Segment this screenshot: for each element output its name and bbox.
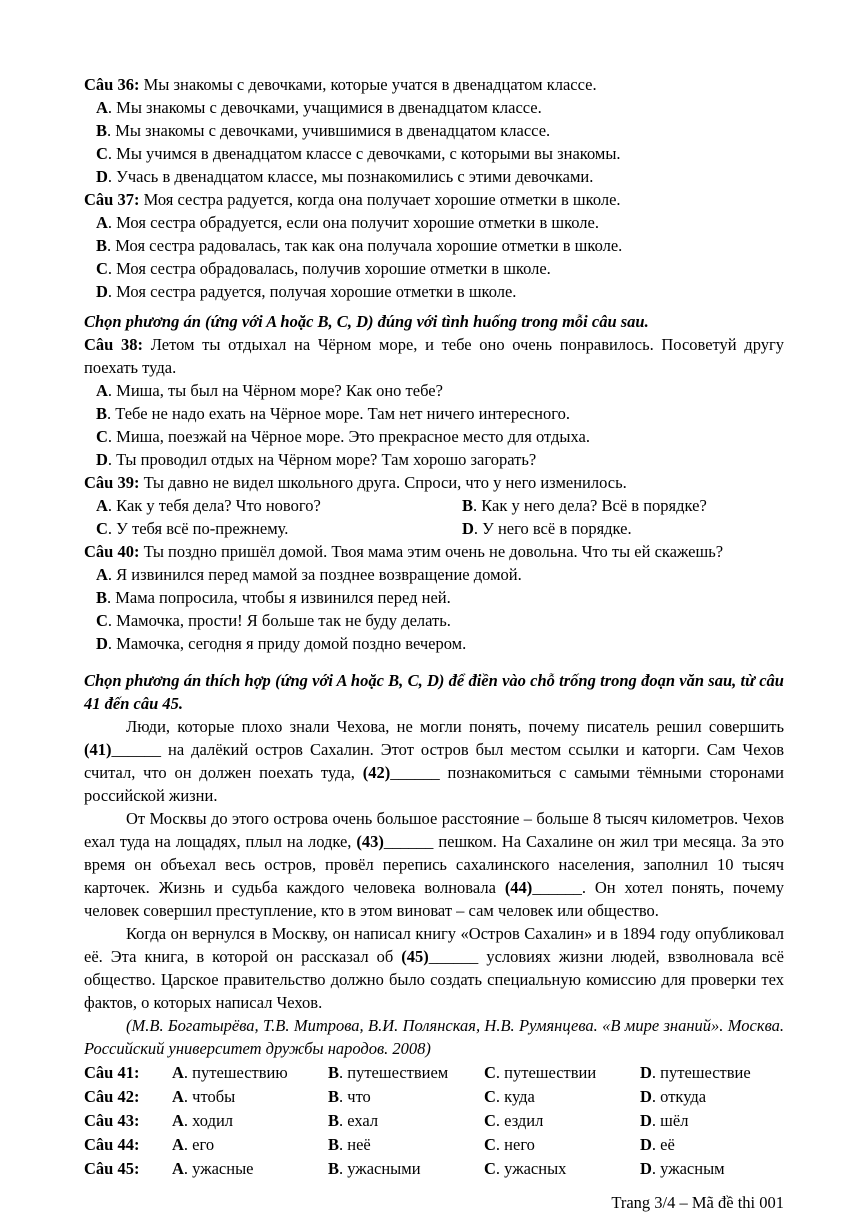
question-40-text: Ты поздно пришёл домой. Твоя мама этим очень не довольна. Что ты ей скажешь? (143, 542, 724, 561)
question-39-text: Ты давно не видел школьного друга. Спроси, что у него изменилось. (143, 473, 627, 492)
option-text: Мамочка, сегодня я приду домой поздно вечером. (116, 634, 467, 653)
option-text: Как у тебя дела? Что нового? (116, 496, 321, 515)
answer-row-43 (84, 1109, 784, 1133)
answer-cell (172, 1109, 328, 1133)
question-40-head (84, 540, 784, 563)
question-36-options (84, 96, 784, 188)
passage-paragraph-3 (84, 922, 784, 1014)
option-text: Мы знакомы с девочками, учащимися в двенадцатом классе. (116, 98, 542, 117)
option-row (96, 119, 784, 142)
option-letter: C . (96, 427, 116, 446)
question-39-options (84, 494, 784, 540)
question-40-label: Câu 40: (84, 542, 140, 561)
option-row (96, 165, 784, 188)
option-letter: A . (96, 98, 116, 117)
passage-paragraph-1 (84, 715, 784, 807)
option-letter: B . (328, 1063, 347, 1082)
cloze-passage (84, 715, 784, 1060)
question-40-options (84, 563, 784, 655)
option-row (96, 586, 784, 609)
option-row (96, 142, 784, 165)
passage-text: Люди, которые плохо знали Чехова, не могли понять, почему писатель решил совершить (126, 717, 784, 736)
answer-cell (484, 1109, 640, 1133)
answer-cell (328, 1061, 484, 1085)
option-text: ездил (504, 1111, 544, 1130)
option-text: ужасным (660, 1159, 725, 1178)
option-letter: B . (328, 1159, 347, 1178)
option-letter: D . (96, 634, 116, 653)
cloze-answer-table (84, 1061, 784, 1181)
option-letter: C . (484, 1159, 504, 1178)
question-36-text: Мы знакомы с девочками, которые учатся в двенадцатом классе. (143, 75, 597, 94)
answer-cell (640, 1157, 784, 1181)
option-text: шёл (660, 1111, 689, 1130)
option-text: что (347, 1087, 371, 1106)
option-text: Мы учимся в двенадцатом классе с девочками, с которыми вы знакомы. (116, 144, 621, 163)
question-40 (84, 540, 784, 655)
option-text: ужасные (192, 1159, 254, 1178)
passage-citation: (М.В. Богатырёва, Т.В. Митрова, В.И. Полянская, Н.В. Румянцева. «В мире знаний». Москва. Российский университет дружбы народов. 2008) (84, 1016, 784, 1058)
option-text: Моя сестра радовалась, так как она получала хорошие отметки в школе. (115, 236, 623, 255)
question-38-label: Câu 38: (84, 335, 144, 354)
option-text: путешествием (347, 1063, 449, 1082)
question-39 (84, 471, 784, 540)
option-text: Моя сестра обрадовалась, получив хорошие отметки в школе. (116, 259, 551, 278)
option-row (96, 379, 784, 402)
option-text: откуда (660, 1087, 707, 1106)
option-text: куда (504, 1087, 535, 1106)
option-text: Моя сестра радуется, получая хорошие отметки в школе. (116, 282, 517, 301)
option-letter: B . (96, 588, 115, 607)
option-letter: D . (96, 450, 116, 469)
answer-cell (172, 1157, 328, 1181)
question-37-label: Câu 37: (84, 190, 140, 209)
option-letter: C . (484, 1063, 504, 1082)
option-row (96, 448, 784, 471)
option-text: Тебе не надо ехать на Чёрное море. Там нет ничего интересного. (115, 404, 570, 423)
option-letter: D . (640, 1063, 660, 1082)
option-row (96, 632, 784, 655)
answer-cell (172, 1061, 328, 1085)
option-letter: C . (484, 1135, 504, 1154)
answer-cell (484, 1061, 640, 1085)
option-row (96, 234, 784, 257)
passage-text: ______ познакомиться с самыми тёмными сторонами российской жизни. (84, 763, 784, 805)
option-text: Ты проводил отдых на Чёрном море? Там хорошо загорать? (116, 450, 537, 469)
option-letter: D . (640, 1135, 660, 1154)
option-letter: C . (96, 144, 116, 163)
option-text: Мы знакомы с девочками, учившимися в двенадцатом классе. (115, 121, 551, 140)
option-text: него (504, 1135, 535, 1154)
answer-cell (640, 1085, 784, 1109)
option-row (96, 280, 784, 303)
option-letter: D . (640, 1111, 660, 1130)
option-letter: A . (96, 496, 116, 515)
passage-text: ______ на далёкий остров Сахалин. Этот остров был местом ссылки и каторги. Сам Чехов считал, что он должен поехать туда, (84, 740, 784, 782)
option-text: чтобы (192, 1087, 236, 1106)
blank-44: (44) (504, 878, 533, 897)
answer-row-44 (84, 1133, 784, 1157)
answer-cell (172, 1085, 328, 1109)
option-text: ужасных (504, 1159, 567, 1178)
option-letter: B . (96, 236, 115, 255)
blank-42: (42) (362, 763, 391, 782)
passage-text: ______ пешком. На Сахалине он жил три месяца. За это время он объехал весь остров, провёл перепись сахалинского населения, заполнил 10 тысяч карточек. Жизнь и судьба каждого человека волновала (84, 832, 784, 897)
option-text: неё (347, 1135, 371, 1154)
answer-row-45 (84, 1157, 784, 1181)
option-letter: B . (96, 121, 115, 140)
option-text: Мама попросила, чтобы я извинился перед ней. (115, 588, 451, 607)
page-footer: Trang 3/4 – Mã đề thi 001 (611, 1193, 784, 1212)
answer-cell (328, 1109, 484, 1133)
option-letter: C . (96, 611, 116, 630)
answer-cell (484, 1133, 640, 1157)
question-42-label: Câu 42: (84, 1087, 140, 1106)
question-38-text: Летом ты отдыхал на Чёрном море, и тебе оно очень понравилось. Посоветуй другу поехать туда. (84, 335, 784, 377)
question-36-label: Câu 36: (84, 75, 140, 94)
question-45-label: Câu 45: (84, 1159, 140, 1178)
option-text: Я извинился перед мамой за позднее возвращение домой. (116, 565, 522, 584)
option-text: ужасными (347, 1159, 421, 1178)
option-letter: B . (462, 496, 481, 515)
option-text: Миша, ты был на Чёрном море? Как оно тебе? (116, 381, 443, 400)
option-letter: A . (96, 381, 116, 400)
option-text: её (660, 1135, 675, 1154)
question-37-options (84, 211, 784, 303)
answer-cell (328, 1085, 484, 1109)
answer-cell (172, 1133, 328, 1157)
question-37-text: Моя сестра радуется, когда она получает хорошие отметки в школе. (143, 190, 621, 209)
option-letter: A . (172, 1063, 192, 1082)
question-38 (84, 333, 784, 471)
question-38-options (84, 379, 784, 471)
question-39-label: Câu 39: (84, 473, 140, 492)
option-letter: D . (96, 282, 116, 301)
question-37 (84, 188, 784, 303)
question-37-head (84, 188, 784, 211)
option-letter: C . (484, 1111, 504, 1130)
option-letter: A . (172, 1159, 192, 1178)
option-text: ходил (192, 1111, 234, 1130)
question-41-label: Câu 41: (84, 1063, 140, 1082)
option-row (96, 257, 784, 280)
option-letter: C . (96, 259, 116, 278)
passage-paragraph-2 (84, 807, 784, 922)
answer-cell (484, 1085, 640, 1109)
option-letter: C . (96, 519, 116, 538)
option-letter: A . (172, 1135, 192, 1154)
option-text: путешествии (504, 1063, 597, 1082)
option-letter: D . (640, 1159, 660, 1178)
answer-row-41 (84, 1061, 784, 1085)
option-text: Миша, поезжай на Чёрное море. Это прекрасное место для отдыха. (116, 427, 590, 446)
answer-cell (640, 1061, 784, 1085)
option-row (96, 211, 784, 234)
option-text: путешествие (660, 1063, 751, 1082)
passage-text: От Москвы до этого острова очень большое расстояние – больше 8 тысяч километров. Чехов ехал туда на лощадях, плыл на лодке, (84, 809, 784, 851)
blank-43: (43) (356, 832, 384, 851)
option-row (96, 425, 784, 448)
option-text: его (192, 1135, 215, 1154)
option-letter: A . (172, 1087, 192, 1106)
question-44-label: Câu 44: (84, 1135, 140, 1154)
option-text: ехал (347, 1111, 379, 1130)
option-text: У тебя всё по-прежнему. (116, 519, 289, 538)
passage-text: ______ условиях жизни людей, взволновала всё общество. Царское правительство должно было создать специальную комиссию для проверки тех фактов, о которых написал Чехов. (84, 947, 784, 1012)
option-row (96, 517, 462, 540)
blank-45: (45) (401, 947, 429, 966)
option-row (462, 517, 784, 540)
section-heading-cloze: Chọn phương án thích hợp (ứng với A hoặc B, C, D) để điền vào chỗ trống trong đoạn văn sau, từ câu 41 đến câu 45. (84, 671, 784, 713)
option-letter: C . (484, 1087, 504, 1106)
option-letter: B . (328, 1135, 347, 1154)
option-text: Мамочка, прости! Я больше так не буду делать. (116, 611, 451, 630)
answer-cell (328, 1157, 484, 1181)
question-39-head (84, 471, 784, 494)
option-letter: A . (172, 1111, 192, 1130)
option-row (96, 96, 784, 119)
option-letter: A . (96, 565, 116, 584)
option-letter: D . (462, 519, 482, 538)
option-letter: D . (96, 167, 116, 186)
question-38-head (84, 333, 784, 379)
option-letter: B . (96, 404, 115, 423)
question-43-label: Câu 43: (84, 1111, 140, 1130)
option-letter: B . (328, 1087, 347, 1106)
option-row (96, 563, 784, 586)
blank-41: (41) (84, 740, 112, 759)
passage-text: Когда он вернулся в Москву, он написал книгу «Остров Сахалин» и в 1894 году опубликовал её. Эта книга, в которой он рассказал об (84, 924, 784, 966)
answer-row-42 (84, 1085, 784, 1109)
option-letter: B . (328, 1111, 347, 1130)
question-36-head (84, 73, 784, 96)
option-row (96, 609, 784, 632)
option-row (462, 494, 784, 517)
option-row (96, 494, 462, 517)
option-letter: A . (96, 213, 116, 232)
option-text: путешествию (192, 1063, 288, 1082)
section-heading-situation: Chọn phương án (ứng với A hoặc B, C, D) đúng với tình huống trong mỗi câu sau. (84, 312, 649, 331)
option-text: Моя сестра обрадуется, если она получит хорошие отметки в школе. (116, 213, 599, 232)
option-text: Как у него дела? Всё в порядке? (481, 496, 707, 515)
question-36 (84, 73, 784, 188)
answer-cell (640, 1109, 784, 1133)
option-row (96, 402, 784, 425)
answer-cell (640, 1133, 784, 1157)
answer-cell (484, 1157, 640, 1181)
option-text: Учась в двенадцатом классе, мы познакомились с этими девочками. (116, 167, 594, 186)
answer-cell (328, 1133, 484, 1157)
option-text: У него всё в порядке. (482, 519, 632, 538)
passage-text: ______. Он хотел понять, почему человек совершил преступление, кто в этом виноват – сам человек или общество. (84, 878, 785, 920)
option-letter: D . (640, 1087, 660, 1106)
